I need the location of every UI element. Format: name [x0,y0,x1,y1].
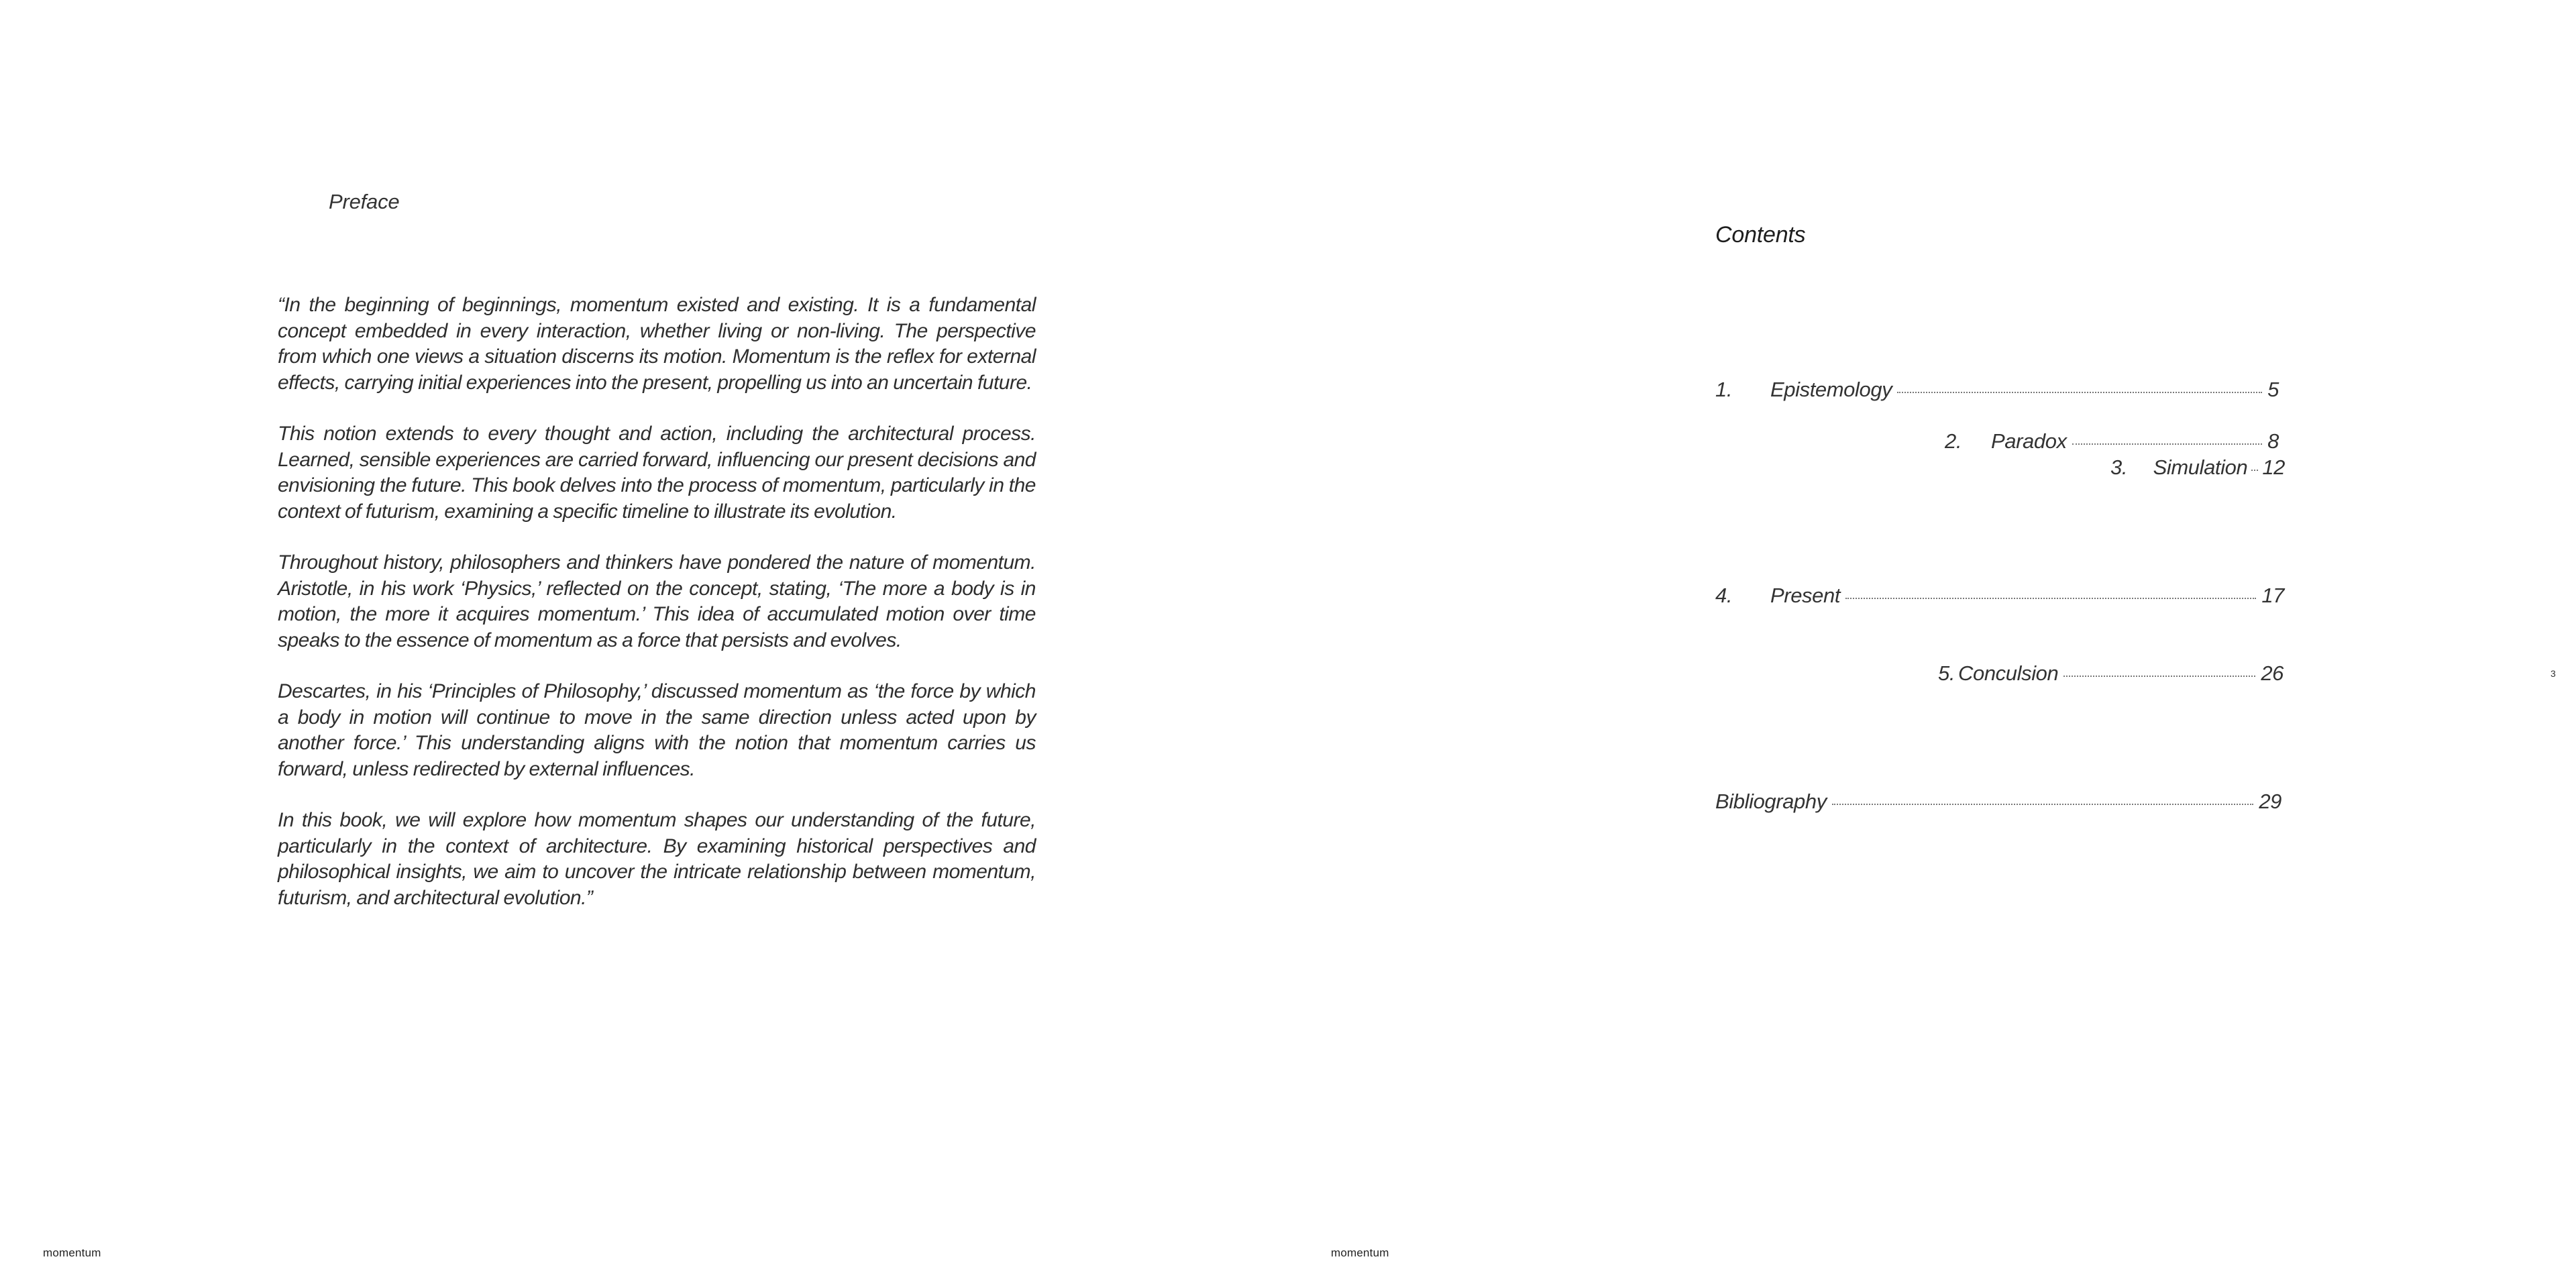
toc-entry-conclusion[interactable] [1938,661,2284,686]
toc-entry-bibliography[interactable] [1715,790,2282,814]
left-footer: momentum [43,1246,101,1259]
toc-entry-label: Bibliography [1715,790,1827,813]
preface-paragraph-3: Throughout history, philosophers and thinkers have pondered the nature of momentum. Aristotle, in his work ‘Physics,’ reflected on the concept, stating, ‘The more a body is in motion, the more it acquires momentum.’ This idea of accumulated motion over time speaks to the essence of momentum as a force that persists and evolves. [278,551,1036,651]
toc-entry-number: 1. [1715,378,1733,401]
toc-leader-dots [1845,598,2256,599]
preface-body [278,292,1036,936]
toc-entry-label: Conculsion [1958,661,2059,685]
toc-entry-label: Paradox [1991,429,2067,453]
toc-entry-page: 17 [2261,584,2284,607]
preface-title: Preface [329,190,400,213]
toc-entry-label: Simulation [2153,455,2248,479]
right-footer: momentum [1331,1246,1389,1259]
toc-entry-label: Present [1770,584,1841,607]
toc-leader-dots [2072,443,2262,445]
toc-entry-page: 12 [2262,455,2285,479]
toc-entry-number: 5. [1938,661,1955,685]
toc-entry-number: 2. [1945,429,1962,453]
preface-paragraph-4: Descartes, in his ‘Principles of Philosophy,’ discussed momentum as ‘the force by which a body in motion will continue to move in the same direction unless acted upon by another force.’ This understanding aligns with the notion that momentum carries us forward, unless redirected by external influences. [278,680,1036,780]
preface-paragraph-1: “In the beginning of beginnings, momentum existed and existing. It is a fundamental concept embedded in every interaction, whether living or non-living. The perspective from which one views a situation discerns its motion. Momentum is the reflex for external effects, carrying initial experiences into the present, propelling us into an uncertain future. [278,294,1036,394]
toc-entry-number: 3. [2110,455,2128,479]
toc-entry-page: 29 [2259,790,2282,813]
page-number: 3 [2551,668,2556,679]
toc-entry-number: 4. [1715,584,1733,607]
toc-leader-dots [2063,676,2255,677]
toc-entry-page: 5 [2267,378,2279,401]
toc-entry-epistemology[interactable] [1715,378,2279,402]
toc-leader-dots [2251,470,2258,471]
toc-entry-present[interactable] [1715,584,2284,608]
toc-entry-paradox[interactable] [1945,429,2279,453]
toc-entry-page: 26 [2261,661,2284,685]
preface-paragraph-2: This notion extends to every thought and action, including the architectural process. Learned, sensible experiences are carried forward, influencing our present decisions and envisioning the future. This book delves into the process of momentum, particularly in the context of futurism, examining a specific timeline to illustrate its evolution. [278,423,1036,523]
toc-leader-dots [1897,392,2262,393]
right-page [1288,0,2576,1288]
toc-entry-simulation[interactable] [2110,455,2285,480]
toc-entry-page: 8 [2267,429,2279,453]
contents-title: Contents [1715,222,1806,248]
toc-entry-label: Epistemology [1770,378,1892,401]
toc-leader-dots [1832,804,2254,805]
preface-paragraph-5: In this book, we will explore how momentum shapes our understanding of the future, particularly in the context of architecture. By examining historical perspectives and philosophical insights, we aim to uncover the intricate relationship between momentum, futurism, and architectural evolution.” [278,809,1036,909]
